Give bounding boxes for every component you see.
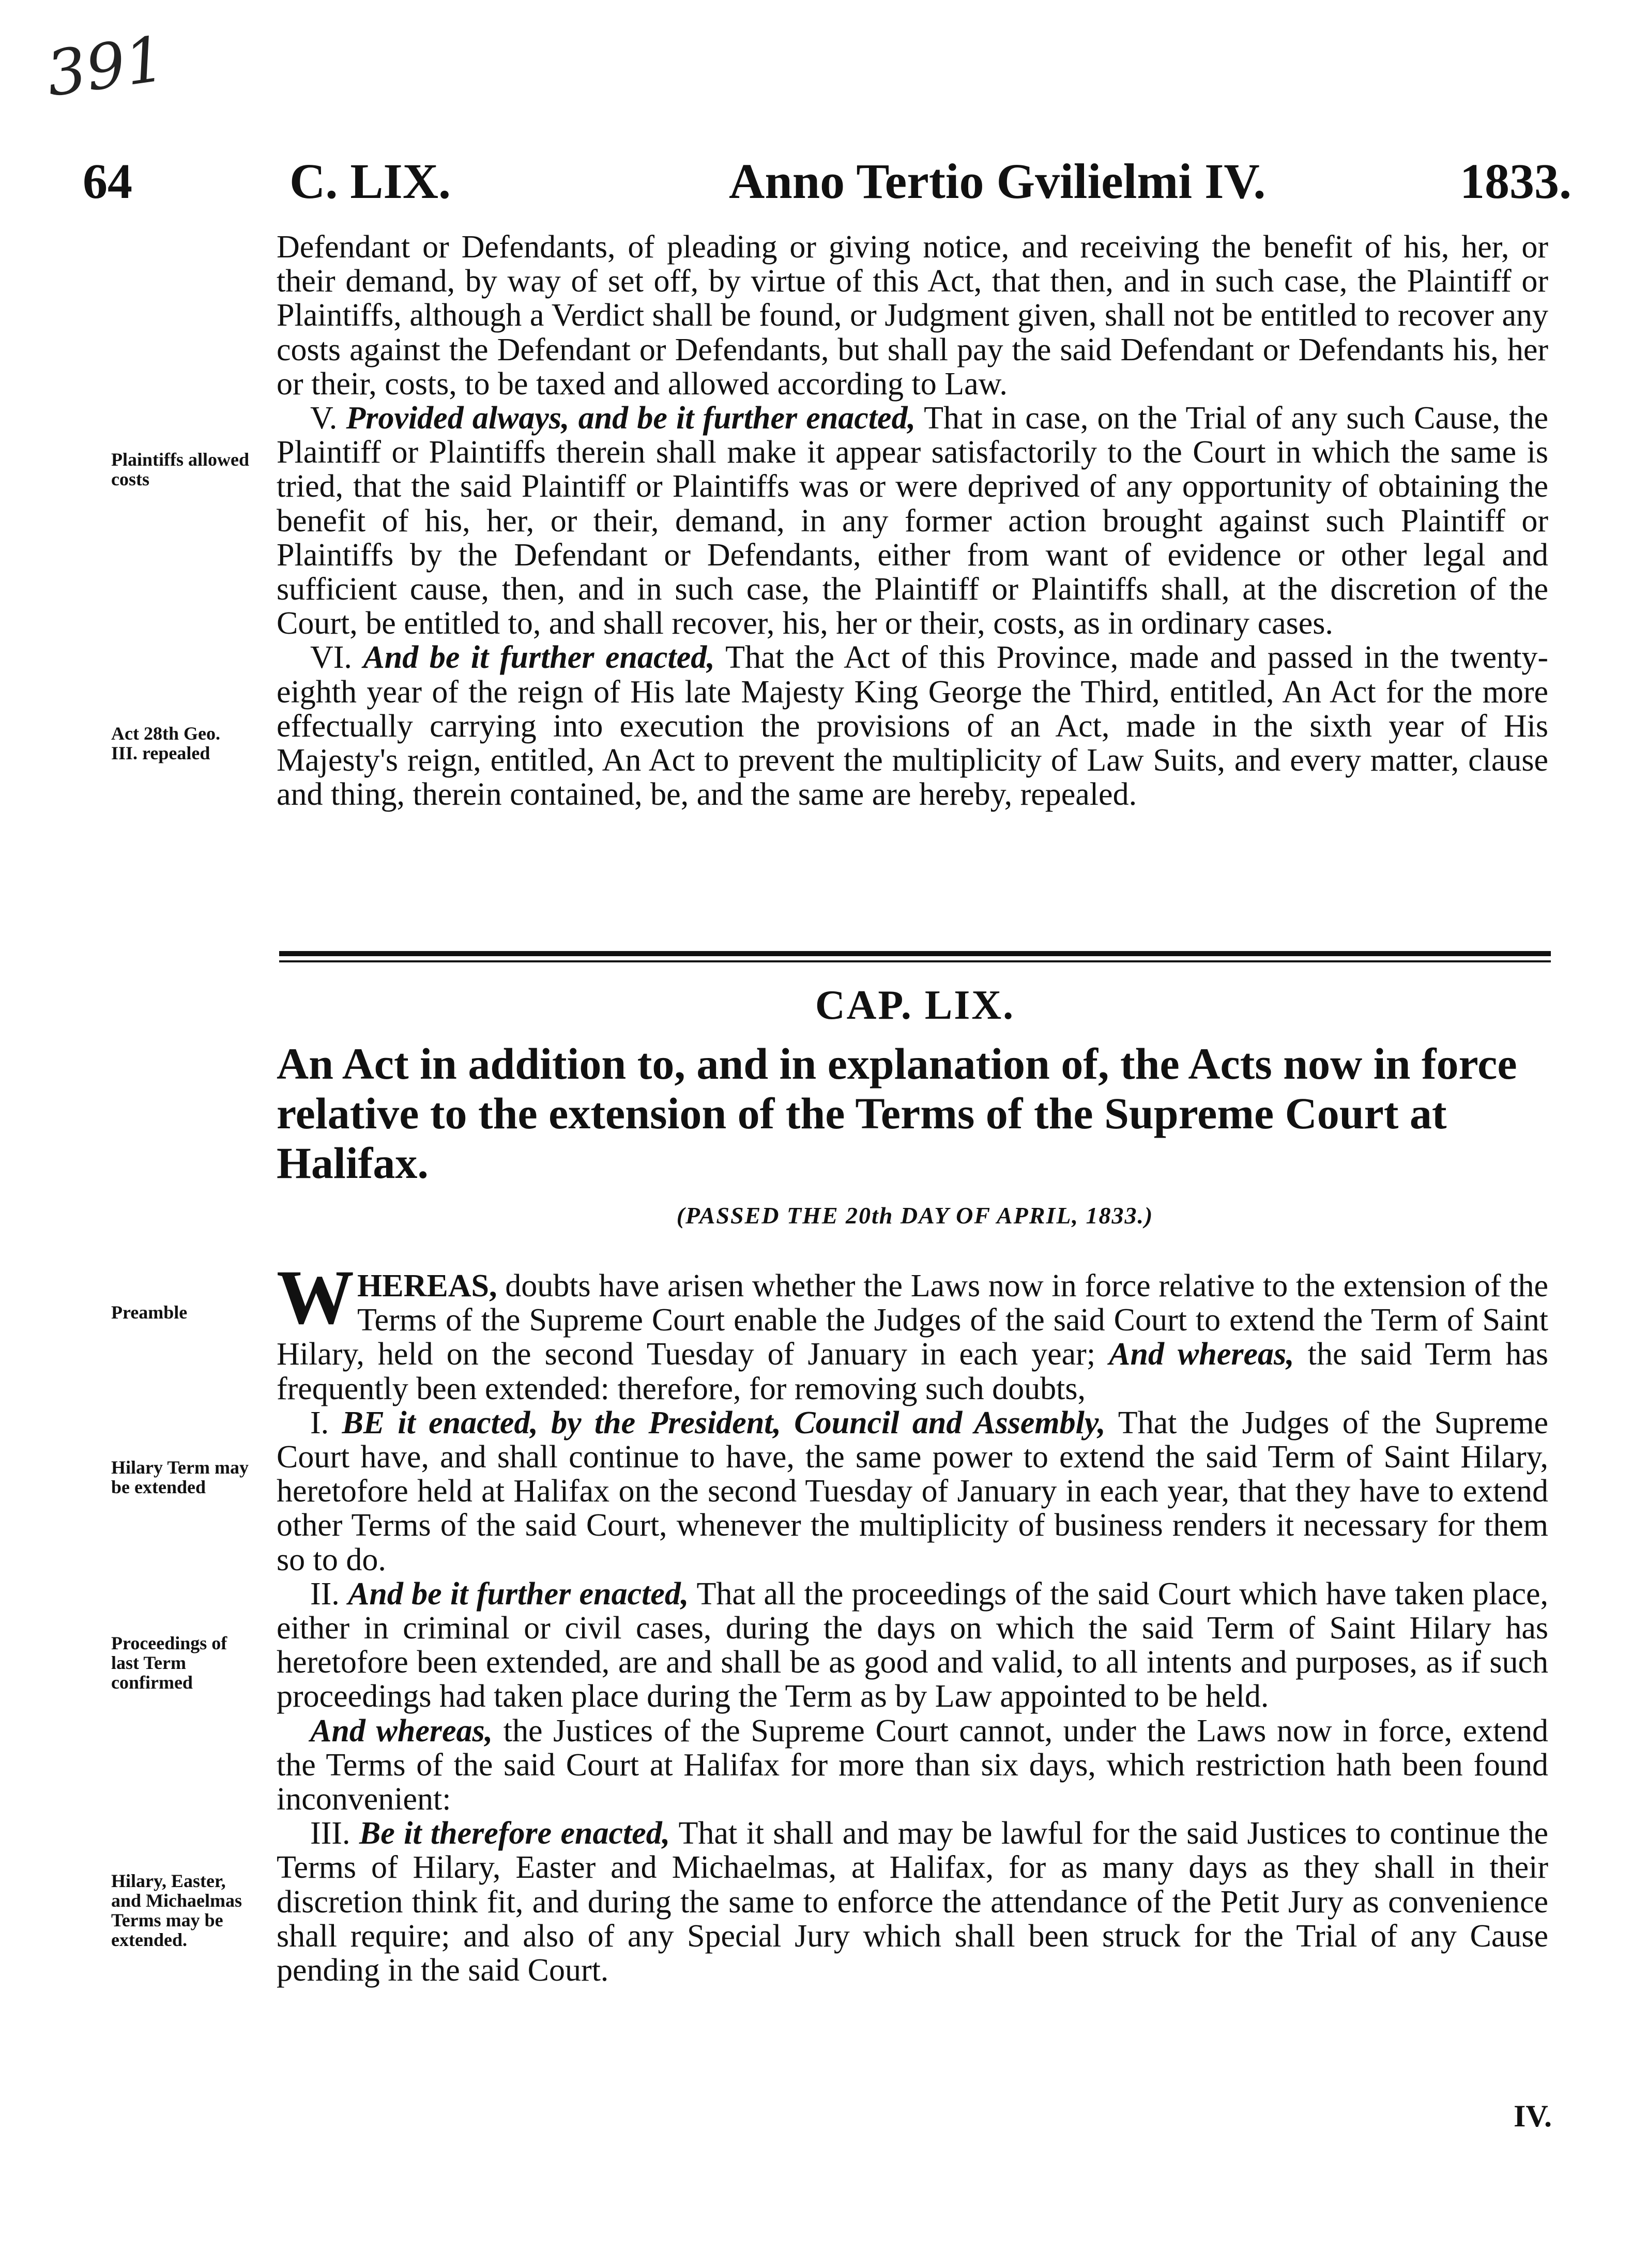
section-i: [277, 1406, 1548, 1577]
section-text: That in case, on the Trial of any such Cause, the Plaintiff or Plaintiffs therein shall make it appear satisfactorily to the Court in which the same is tried, that the said Plaintiff or Plaintiffs was or were deprived of any opportunity of obtaining the benefit of his, her, or their, demand, in any former action brought against such Plaintiff or Plaintiffs by the Defendant or Defendants, either from want of evidence or other legal and sufficient cause, then, and in such case, the Plaintiff or Plaintiffs shall, at the discretion of the Court, be entitled to, and shall recover, his, her or their, costs, as in ordinary cases.: [277, 401, 1549, 641]
year: 1833.: [1460, 154, 1572, 209]
section-number: V.: [310, 401, 338, 436]
section-v: [277, 401, 1548, 640]
preamble: [277, 1254, 1549, 1406]
section-number: VI.: [310, 640, 352, 676]
whereas-lead: And whereas,: [310, 1713, 493, 1749]
section-lead: And be it further enacted,: [348, 1576, 689, 1612]
section-text: That all the proceedings of the said Court which have taken place, either in criminal or civil cases, during the days on which the said Term of Saint Hilary has heretofore been extended, are and shall be as good and valid, to all intents and purposes, as if such proceedings had taken place during the Term as by Law appointed to be held.: [277, 1576, 1548, 1714]
section-lead: Be it therefore enacted,: [359, 1816, 670, 1851]
catchword: IV.: [1514, 2099, 1552, 2133]
section-text: That it shall and may be lawful for the said Justices to continue the Terms of Hilary, Easter and Michaelmas, at Halifax, for as many days as they shall in their discretion think fit, and during the same to enforce the attendance of the Petit Jury as convenience shall require; and also of any Special Jury which shall been struck for the Trial of any Cause pending in the said Court.: [277, 1816, 1548, 1988]
regnal-year: Anno Tertio Gvilielmi IV.: [729, 154, 1266, 209]
passed-date: (PASSED THE 20th DAY OF APRIL, 1833.): [676, 1202, 1154, 1229]
section-number: I.: [310, 1405, 329, 1441]
preamble-text: doubts have arisen whether the Laws now in force relative to the extension of the Terms of the Supreme Court enable the Judges of the said Court to extend the Term of Saint Hilary, held on the second Tuesday of January in each year;: [277, 1268, 1548, 1372]
cap-heading: CAP. LIX.: [815, 983, 1015, 1028]
section-number: II.: [310, 1576, 340, 1612]
section-vi: [277, 640, 1548, 811]
margin-note-proceedings: Proceedings of last Term confirmed: [111, 1633, 227, 1693]
manuscript-folio-note: 391: [42, 23, 170, 111]
act-title: An Act in addition to, and in explanation of, the Acts now in force relative to the extension of the Terms of the Supreme Court at Halifax.: [277, 1039, 1517, 1188]
prior-act-text: [277, 230, 1548, 811]
chapter-heading: C. LIX.: [289, 154, 451, 209]
margin-note-plaintiffs-costs: Plaintiffs allowed costs: [111, 449, 249, 489]
section-lead: Provided always, and be it further enacted,: [346, 401, 916, 436]
running-head: [83, 152, 1572, 214]
section-lead: BE it enacted, by the President, Council and Assembly,: [342, 1405, 1106, 1441]
section-text: That the Act of this Province, made and passed in the twenty-eighth year of the reign of His late Majesty King George the Third, entitled, An Act for the more effectually carrying into execution the provisions of an Act, made in the sixth year of His Majesty's reign, entitled, An Act to prevent the multiplicity of Law Suits, and every matter, clause and thing, therein contained, be, and the same are hereby, repealed.: [277, 640, 1548, 813]
drop-cap: W: [277, 1254, 354, 1340]
section-lead: And be it further enacted,: [363, 640, 715, 676]
section-iii: [277, 1816, 1548, 1987]
continuation-paragraph: Defendant or Defendants, of pleading or giving notice, and receiving the benefit of his, her, or their demand, by way of set off, by virtue of this Act, that then, and in such case, the Plaintiff or Plaintiffs, although a Verdict shall be found, or Judgment given, shall not be entitled to recover any costs against the Defendant or Defendants, but shall pay the said Defendant or Defendants his, her or their, costs, to be taxed and allowed according to Law.: [277, 229, 1548, 402]
margin-note-terms-extended: Hilary, Easter, and Michaelmas Terms may be extended.: [111, 1871, 242, 1950]
whereas-clause: [277, 1714, 1548, 1817]
whereas-text: the Justices of the Supreme Court cannot, under the Laws now in force, extend the Terms of the said Court at Halifax for more than six days, which restriction hath been found inconvenient:: [277, 1713, 1548, 1817]
section-divider-rule: [279, 951, 1551, 956]
preamble-text2: the said Term has frequently been extended: therefore, for removing such doubts,: [277, 1337, 1549, 1406]
margin-note-act-repealed: Act 28th Geo. III. repealed: [111, 723, 220, 763]
page-number: 64: [83, 154, 132, 209]
margin-note-hilary-term: Hilary Term may be extended: [111, 1457, 249, 1497]
new-act-text: [277, 1254, 1549, 1988]
section-divider-rule-thin: [279, 960, 1551, 962]
section-ii: [277, 1577, 1548, 1714]
preamble-lead2: And whereas,: [1109, 1337, 1294, 1372]
preamble-opening: HEREAS,: [357, 1268, 497, 1304]
section-number: III.: [310, 1816, 350, 1851]
section-text: That the Judges of the Supreme Court have, and shall continue to have, the same power to extend the said Term of Saint Hilary, heretofore held at Halifax on the second Tuesday of January in each year, that they have to extend other Terms of the said Court, whenever the multiplicity of business renders it necessary for them so to do.: [277, 1405, 1549, 1577]
margin-note-preamble: Preamble: [111, 1302, 188, 1323]
